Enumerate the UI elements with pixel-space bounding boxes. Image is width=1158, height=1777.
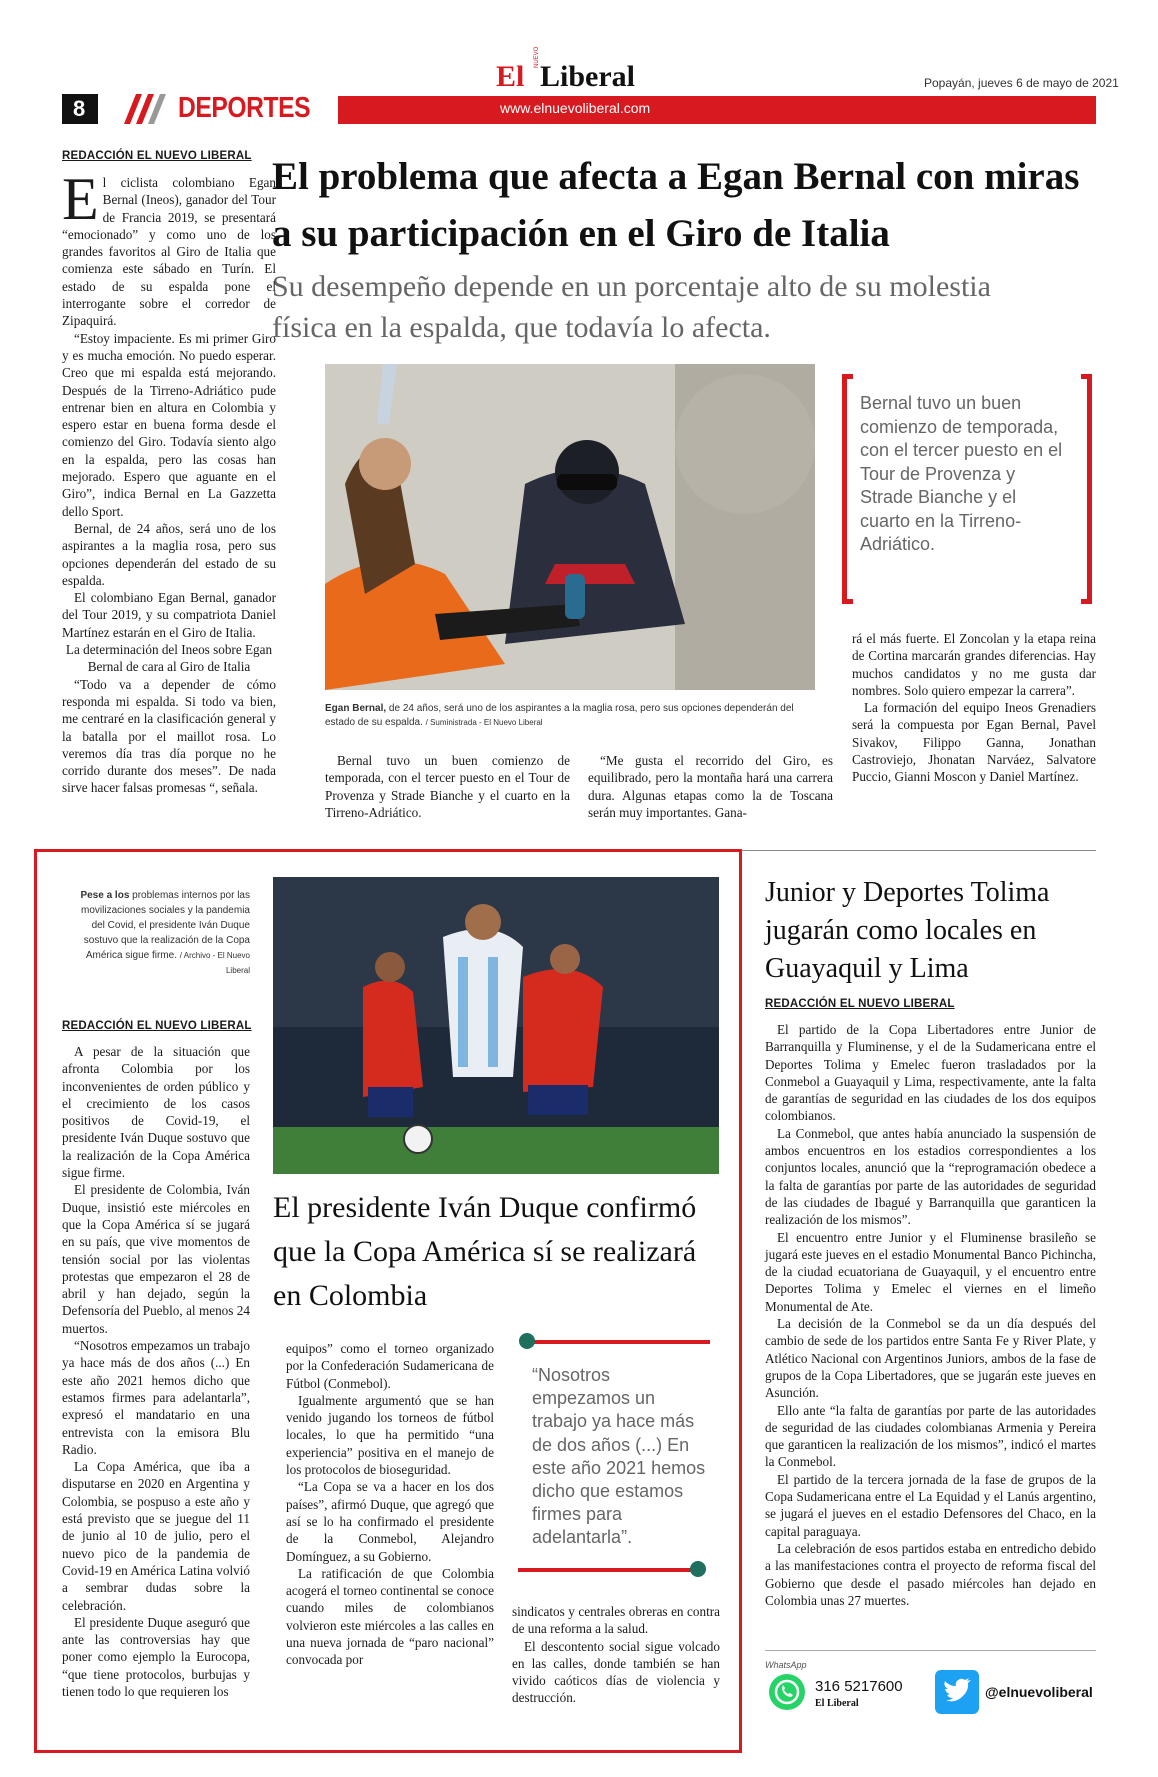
- bracket-left: [842, 374, 853, 604]
- article1-para: El colombiano Egan Bernal, ganador del Tour 2019, y su compatriota Daniel Martínez estarán en el Giro de Italia.: [62, 590, 276, 640]
- article3-title: Junior y Deportes Tolima jugarán como locales en Guayaquil y Lima: [765, 877, 1050, 984]
- article3-byline: REDACCIÓN EL NUEVO LIBERAL: [765, 998, 955, 1010]
- article2-col2: [286, 1340, 494, 1669]
- soccer-photo: [273, 877, 719, 1174]
- article3-para: El partido de la tercera jornada de la fase de grupos de la Copa Sudamericana entre el La Equidad y el Lanús argentino, se jugará el jueves en el estadio Defensores del Chaco, en la capital paraguaya.: [765, 1471, 1096, 1539]
- logo: [496, 46, 666, 96]
- logo-nuevo: NUEVO: [534, 46, 540, 68]
- whatsapp-contact[interactable]: [765, 1660, 935, 1720]
- article3-para: El encuentro entre Junior y el Fluminense brasileño se jugará este jueves en el estadio Monumental Banco Pichincha, de la ciudad ecuatoriana de Guayaquil, y el encuentro entre Deportes Tolima y Emelec el viernes en el limeño Monumental de Ate.: [765, 1229, 1096, 1314]
- article3-para: Ello ante “la falta de garantías por parte de las autoridades de seguridad de las ciudades colombianas Armenia y Pereira que garanticen la realización de los mismos”, indicó el martes la Conmebol.: [765, 1402, 1096, 1470]
- section-title: DEPORTES: [178, 92, 311, 124]
- article2-para: A pesar de la situación que afronta Colombia por los inconvenientes de orden público y el crecimiento de los casos positivos de Covid-19, el presidente Iván Duque sostuvo que la realización de la Copa América sigue firme.: [62, 1044, 250, 1181]
- article2-para: “La Copa se va a hacer en los dos países”, afirmó Duque, que agregó que así se lo ha confirmado el presidente de la Conmebol, Alejandro Domínguez, a su Gobierno.: [286, 1479, 494, 1564]
- twitter-handle[interactable]: @elnuevoliberal: [985, 1684, 1093, 1700]
- article3-para: La decisión de la Conmebol se da un día después del cambio de sede de los partidos entre Santa Fe y River Plate, y Atlético Nacional con Argentinos Juniors, ambos de la fase de grupos de la Copa Libertadores, que se jugarán este jueves en Asunción.: [765, 1316, 1096, 1401]
- website-url[interactable]: www.elnuevoliberal.com: [500, 100, 651, 116]
- whatsapp-icon: [769, 1674, 805, 1710]
- article2-title: El presidente Iván Duque confirmó que la Copa América sí se realizará en Colombia: [273, 1191, 697, 1312]
- article2-col1: [62, 1043, 250, 1700]
- article2-para: La Copa América, que iba a disputarse en 2020 en Argentina y Colombia, se pospuso a este año y está previsto que se juegue del 11 de junio al 10 de julio, pero el nuevo pico de la pandemia de Covid-19 en América Latina volvió a sembrar dudas sobre la celebración.: [62, 1459, 250, 1613]
- article2-para: La ratificación de que Colombia acogerá el torneo continental se conoce cuando miles de colombianos volvieron este miércoles a las calles en una nueva jornada de “paro nacional” convocada por: [286, 1565, 494, 1668]
- article3-para: La celebración de esos partidos estaba en entredicho debido a las manifestaciones contra el proyecto de reforma fiscal del Gobierno que desde el pasado miércoles han dejado en Colombia unas 27 muertes.: [765, 1540, 1096, 1608]
- article1-pull-quote: Bernal tuvo un buen comienzo de temporada, con el tercer puesto en el Tour de Provenza y Strade Bianche y el cuarto en la Tirreno-Adriático.: [860, 393, 1063, 554]
- drop-cap: E: [62, 166, 99, 232]
- caption-credit: / Suministrada - El Nuevo Liberal: [425, 718, 543, 727]
- article2-photo-caption: [80, 888, 250, 978]
- cyclist-photo-caption: [325, 702, 795, 730]
- caption-lead: Pese a los: [80, 890, 130, 901]
- article3-body: [765, 1021, 1096, 1609]
- caption-credit: / Archivo - El Nuevo Liberal: [179, 951, 250, 975]
- twitter-icon: [935, 1670, 979, 1714]
- article1-subtitle: Su desempeño depende en un porcentaje alto de su molestia física en la espalda, que todavía lo afecta.: [272, 270, 991, 344]
- article1-subhead: La determinación del Ineos sobre Egan Bernal de cara al Giro de Italia: [65, 642, 273, 675]
- article1-para: rá el más fuerte. El Zoncolan y la etapa reina de Cortina marcarán grandes diferencias. Hay muchos candidatos y no me gusta dar nombres. Solo quiero empezar la carrera”.: [852, 631, 1096, 698]
- mini-logo: El Liberal: [815, 1698, 859, 1709]
- article2-para: sindicatos y centrales obreras en contra de una reforma a la salud.: [512, 1604, 720, 1637]
- article1-byline: REDACCIÓN EL NUEVO LIBERAL: [62, 150, 252, 162]
- footer-divider: [765, 1650, 1096, 1651]
- article2-para: El descontento social sigue volcado en las calles, donde también se han vivido caóticos días de violencia y destrucción.: [512, 1638, 720, 1706]
- article3-para: El partido de la Copa Libertadores entre Junior de Barranquilla y Fluminense, y el de la Sudamericana entre el Deportes Tolima y Emelec fueron trasladados por la Conmebol a Guayaquil y Lima, respectivamente, ante la falta de garantías de seguridad en las ciudades de los dos equipos colombianos.: [765, 1022, 1096, 1124]
- article1-col2: [325, 752, 570, 821]
- article1-col3: [588, 752, 833, 821]
- cyclist-photo: [325, 364, 815, 690]
- article1-para: Bernal tuvo un buen comienzo de temporada, con el tercer puesto en el Tour de Provenza y Strade Bianche y el cuarto en la Tirreno-Adriático.: [325, 753, 570, 820]
- pull-quote-bottom-rule: [518, 1568, 700, 1572]
- article1-title: El problema que afecta a Egan Bernal con miras a su participación en el Giro de Italia: [272, 155, 1080, 255]
- pull-quote-top-rule: [520, 1340, 710, 1344]
- pull-quote-bottom-dot: [690, 1561, 706, 1577]
- article2-col3: [512, 1603, 720, 1707]
- whatsapp-label: WhatsApp: [765, 1660, 807, 1670]
- bracket-right: [1081, 374, 1092, 604]
- article2-para: El presidente de Colombia, Iván Duque, insistió este miércoles en que la Copa América sí se jugará en su país, que vive momentos de tensión social por las violentas protestas que empezaron el 28 de abril y han dejado, según la Defensoría del Pueblo, al menos 24 muertos.: [62, 1182, 250, 1336]
- article2-para: Igualmente argumentó que se han venido jugando los torneos de fútbol locales, lo que ha permitido “una experiencia” positiva en el manejo de los protocolos de bioseguridad.: [286, 1392, 494, 1478]
- article2-para: El presidente Duque aseguró que ante las controversias hay que poner como ejemplo la Eurocopa, “que tiene protocolos, burbujas y tienen todo lo que requieren los: [62, 1614, 250, 1699]
- article1-col1: [62, 166, 276, 797]
- twitter-contact[interactable]: [935, 1670, 1095, 1716]
- article2-pull-quote: “Nosotros empezamos un trabajo ya hace más de dos años (...) En este año 2021 hemos dicho que estamos firmes para adelantarla”.: [532, 1365, 706, 1548]
- caption-name: Egan Bernal,: [325, 703, 387, 714]
- article2-byline: REDACCIÓN EL NUEVO LIBERAL: [62, 1020, 252, 1032]
- issue-date: Popayán, jueves 6 de mayo de 2021: [924, 76, 1119, 90]
- article1-para: “Estoy impaciente. Es mi primer Giro y es mucha emoción. No puedo esperar. Creo que mi espalda está mejorando. Después de la Tirreno-Adriático pude entrenar bien en altura en Colombia y espero estar en buena forma desde el comienzo del Giro. Todavía siento algo en la espalda, pero las cosas han mejorado. Espero que aguante en el Giro”, indica Bernal en La Gazzetta dello Sport.: [62, 330, 276, 519]
- article1-para: Bernal, de 24 años, será uno de los aspirantes a la maglia rosa, pero sus opciones dependerán del estado de su espalda.: [62, 520, 276, 588]
- header-red-bar: [338, 96, 1096, 124]
- caption-text: de 24 años, será uno de los aspirantes a la maglia rosa, pero sus opciones dependerán del estado de su espalda.: [325, 703, 794, 728]
- article1-para: “Me gusta el recorrido del Giro, es equilibrado, pero la montaña hará una carrera dura. Algunas etapas como la de Toscana serán muy importantes. Gana-: [588, 753, 833, 820]
- article1-para: La formación del equipo Ineos Grenadiers será la compuesta por Egan Bernal, Pavel Sivakov, Filippo Ganna, Jonathan Castroviejo, Jhonatan Narváez, Salvatore Puccio, Gianni Moscon y Daniel Martínez.: [852, 700, 1096, 785]
- section-stripe-icon: [122, 94, 166, 124]
- logo-el: El: [496, 60, 525, 93]
- logo-liberal: Liberal: [540, 60, 635, 93]
- article3-para: La Conmebol, que antes había anunciado la suspensión de ambos encuentros en los estadios correspondientes a los conjuntos locales, anunció que la “reprogramación obedece a la falta de garantías por parte de las autoridades de seguridad de las ciudades de Ibagué y Barranquilla que garanticen la realización de los mismos”.: [765, 1125, 1096, 1228]
- caption-text: problemas internos por las movilizaciones sociales y la pandemia del Covid, el presidente Iván Duque sostuvo que la realización de la Copa América sigue firme.: [81, 890, 250, 961]
- article2-para: “Nosotros empezamos un trabajo ya hace más de dos años (...) En este año 2021 hemos dicho que estamos firmes para adelantarla”, expresó el mandatario en una entrevista con la emisora Blu Radio.: [62, 1338, 250, 1457]
- article1-lead: l ciclista colombiano Egan Bernal (Ineos), ganador del Tour de Francia 2019, se presentará “emocionado” y como uno de los grandes favoritos al Giro de Italia que comienza este sábado en Turín. El estado de su espalda pone el interrogante sobre el corredor de Zipaquirá.: [62, 175, 276, 329]
- article2-para: equipos” como el torneo organizado por la Confederación Sudamericana de Fútbol (Conmebol).: [286, 1341, 494, 1391]
- article1-col4: [852, 630, 1096, 786]
- phone-number[interactable]: 316 5217600: [815, 1678, 903, 1695]
- page-header: [0, 0, 1158, 130]
- article1-para: “Todo va a depender de cómo responda mi espalda. Si todo va bien, me centraré en la clasificación general y la batalla por el maillot rosa. Lo veremos día tras día porque no he corrido durante dos meses”. De nada sirve hacer falsas promesas “, señala.: [62, 676, 276, 796]
- page-number: 8: [73, 96, 86, 121]
- pull-quote-top-dot: [519, 1333, 535, 1349]
